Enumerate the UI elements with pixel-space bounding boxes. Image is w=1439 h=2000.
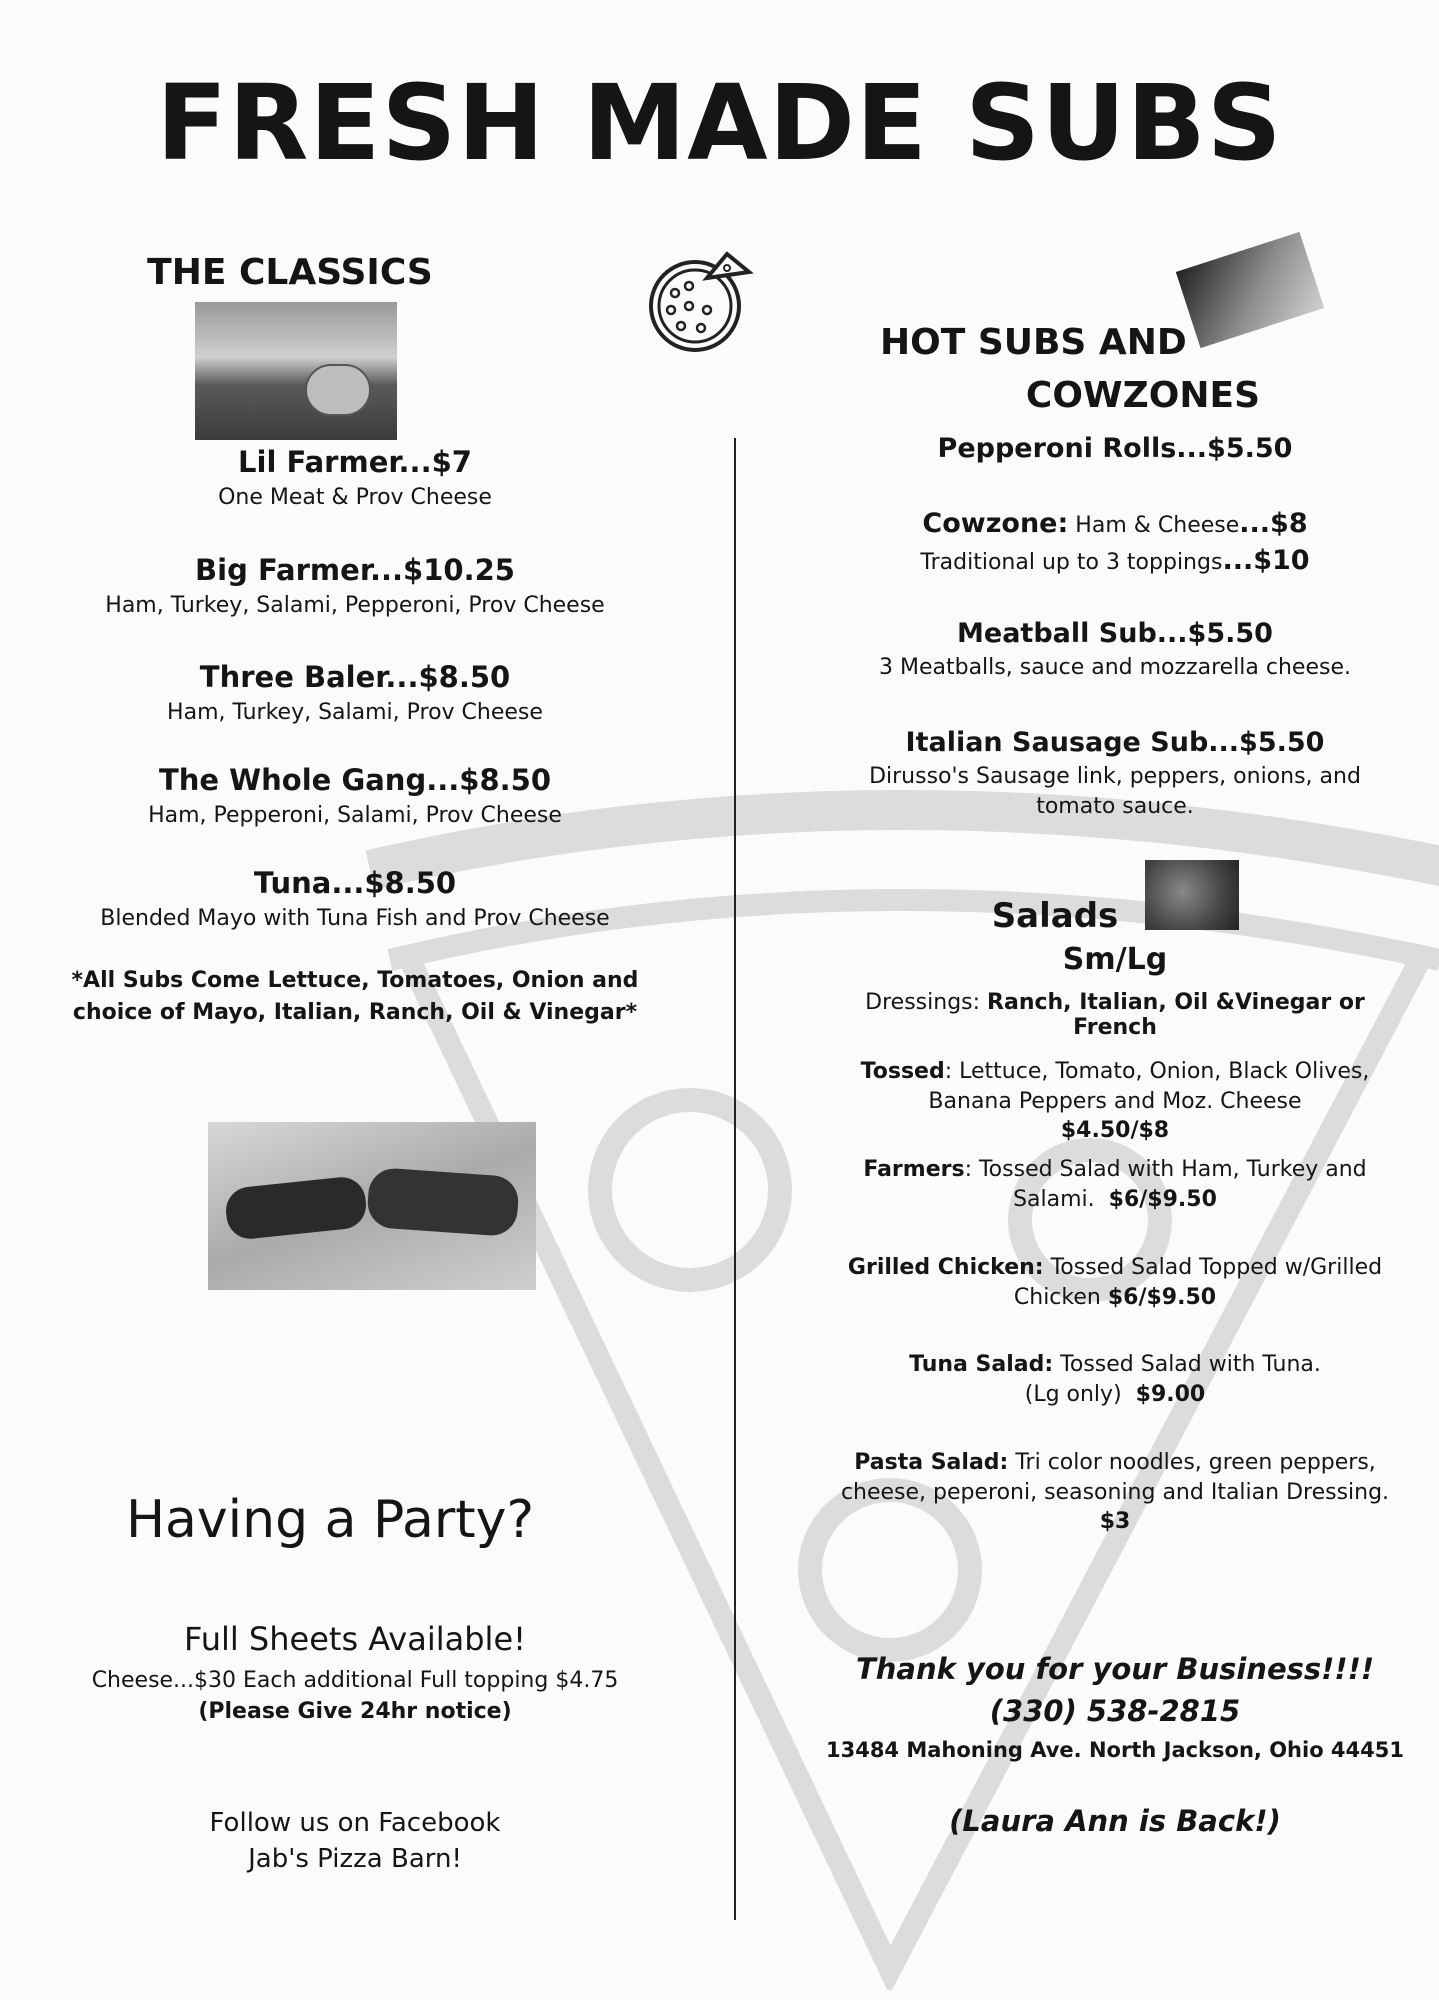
tossed-label: Tossed: [860, 1059, 945, 1084]
pepperoni-rolls-item: [820, 433, 1410, 464]
item-desc: tomato sauce.: [1036, 793, 1194, 819]
cowzone-traditional-price: ...$10: [1222, 545, 1310, 576]
classics-heading-wrap: [0, 252, 580, 293]
tossed-line1: [820, 1057, 1410, 1087]
facebook-follow: [35, 1808, 675, 1874]
pasta-salad-item: [800, 1448, 1430, 1537]
item-name: Three Baler...$8.50: [199, 660, 511, 694]
dressings-list: Ranch, Italian, Oil &Vinegar or French: [987, 990, 1365, 1040]
dressings: [820, 990, 1410, 1040]
hot-subs-heading: [880, 322, 1300, 416]
farmers-text2: Salami.: [1013, 1186, 1095, 1212]
salad-sizes: Sm/Lg: [1062, 942, 1168, 977]
grilled-text2: Chicken: [1013, 1284, 1101, 1310]
grilled-label: Grilled Chicken:: [847, 1255, 1044, 1280]
grilled-line2: [820, 1283, 1410, 1313]
tuna-line2: [820, 1380, 1410, 1410]
item-desc: One Meat & Prov Cheese: [218, 485, 492, 510]
party-notice: (Please Give 24hr notice): [198, 1699, 512, 1724]
classics-item-1: [35, 445, 675, 510]
tuna-label: Tuna Salad:: [909, 1352, 1054, 1377]
cowzone-item: [820, 508, 1410, 576]
item-desc: Ham, Turkey, Salami, Pepperoni, Prov Cheese: [105, 593, 605, 618]
tuna-text2: (Lg only): [1024, 1381, 1122, 1407]
subs-note: [35, 965, 675, 1029]
cowzone-traditional-text: Traditional up to 3 toppings: [920, 550, 1223, 575]
classics-item-5: [35, 866, 675, 931]
item-name: The Whole Gang...$8.50: [158, 763, 551, 797]
item-name: Meatball Sub...$5.50: [957, 618, 1273, 649]
facebook-line: Follow us on Facebook: [209, 1808, 501, 1838]
cowzone-line: [820, 508, 1410, 539]
tuna-line1: [820, 1350, 1410, 1380]
laura-ann-note: (Laura Ann is Back!): [949, 1804, 1281, 1838]
item-desc: Ham, Pepperoni, Salami, Prov Cheese: [148, 803, 562, 828]
party-price: Cheese...$30 Each additional Full topping $4.75: [91, 1668, 619, 1693]
pasta-line1: [800, 1448, 1430, 1478]
farmers-salad-item: [820, 1155, 1410, 1214]
grilled-price: $6/$9.50: [1107, 1284, 1217, 1310]
party-heading: Having a Party?: [125, 1490, 535, 1550]
pasta-price: $3: [1099, 1509, 1131, 1535]
dressings-line: [820, 990, 1410, 1040]
item-desc: Ham, Turkey, Salami, Prov Cheese: [167, 700, 543, 725]
grilled-line1: [820, 1253, 1410, 1283]
item-desc: Blended Mayo with Tuna Fish and Prov Cheese: [100, 906, 610, 931]
farmers-line1: [820, 1155, 1410, 1185]
salads-heading: Salads: [991, 896, 1119, 936]
tossed-salad-item: [820, 1057, 1410, 1146]
hay-field-photo: [195, 302, 397, 440]
classics-item-4: [35, 763, 675, 828]
classics-item-3: [35, 660, 675, 725]
farmers-text: : Tossed Salad with Ham, Turkey and: [964, 1157, 1367, 1182]
item-name: Italian Sausage Sub...$5.50: [905, 727, 1325, 758]
pasta-text: Tri color noodles, green peppers,: [1008, 1450, 1376, 1475]
meatball-sub-item: [820, 618, 1410, 683]
cowzone-traditional: [820, 545, 1410, 576]
pasta-line2: cheese, peperoni, seasoning and Italian Dressing.: [840, 1479, 1390, 1505]
phone-number: (330) 538-2815: [989, 1694, 1241, 1728]
item-name: Tuna...$8.50: [253, 866, 457, 900]
item-name: Pepperoni Rolls...$5.50: [937, 433, 1293, 464]
party-section: [10, 1490, 650, 1550]
salads-heading-wrap: [820, 896, 1410, 977]
party-details: [35, 1620, 675, 1724]
address: 13484 Mahoning Ave. North Jackson, Ohio 44451: [825, 1738, 1404, 1762]
dressings-label: Dressings:: [865, 990, 988, 1015]
item-name: Lil Farmer...$7: [238, 445, 472, 479]
tuna-price: $9.00: [1135, 1381, 1206, 1407]
pizza-icon: [645, 248, 755, 358]
footer: [800, 1652, 1430, 1838]
item-desc: Dirusso's Sausage link, peppers, onions, and: [869, 764, 1361, 789]
classics-item-2: [35, 553, 675, 618]
thank-you: Thank you for your Business!!!!: [855, 1652, 1375, 1686]
item-desc: 3 Meatballs, sauce and mozzarella cheese.: [879, 655, 1351, 680]
farmers-label: Farmers: [863, 1157, 965, 1182]
page-title: FRESH MADE SUBS: [156, 62, 1283, 184]
hot-subs-heading-line1: HOT SUBS AND: [880, 322, 1187, 363]
tossed-line2: Banana Peppers and Moz. Cheese: [928, 1088, 1302, 1114]
grilled-chicken-salad-item: [820, 1253, 1410, 1312]
cowzone-label: Cowzone:: [922, 508, 1069, 539]
cowzone-price: ...$8: [1239, 508, 1308, 539]
subs-note-line: *All Subs Come Lettuce, Tomatoes, Onion and: [71, 968, 639, 993]
farmers-line2: [820, 1185, 1410, 1215]
pasta-label: Pasta Salad:: [854, 1450, 1009, 1475]
tossed-price: $4.50/$8: [1060, 1118, 1170, 1144]
cowzone-text: Ham & Cheese: [1068, 513, 1240, 538]
subs-note-line: choice of Mayo, Italian, Ranch, Oil & Vinegar*: [72, 999, 638, 1025]
column-divider: [734, 438, 736, 1920]
item-name: Big Farmer...$10.25: [195, 553, 515, 587]
tuna-text: Tossed Salad with Tuna.: [1053, 1352, 1321, 1377]
italian-sausage-item: [820, 727, 1410, 821]
hot-subs-heading-line2: COWZONES: [1025, 375, 1260, 416]
party-subheading: Full Sheets Available!: [184, 1620, 526, 1658]
farmers-price: $6/$9.50: [1108, 1186, 1217, 1212]
tossed-text: : Lettuce, Tomato, Onion, Black Olives,: [944, 1059, 1370, 1084]
sub-sandwich-photo: [208, 1122, 536, 1290]
tuna-salad-item: [820, 1350, 1410, 1409]
facebook-page-name: Jab's Pizza Barn!: [248, 1844, 462, 1874]
grilled-text: Tossed Salad Topped w/Grilled: [1043, 1255, 1383, 1280]
classics-heading: THE CLASSICS: [147, 252, 433, 293]
